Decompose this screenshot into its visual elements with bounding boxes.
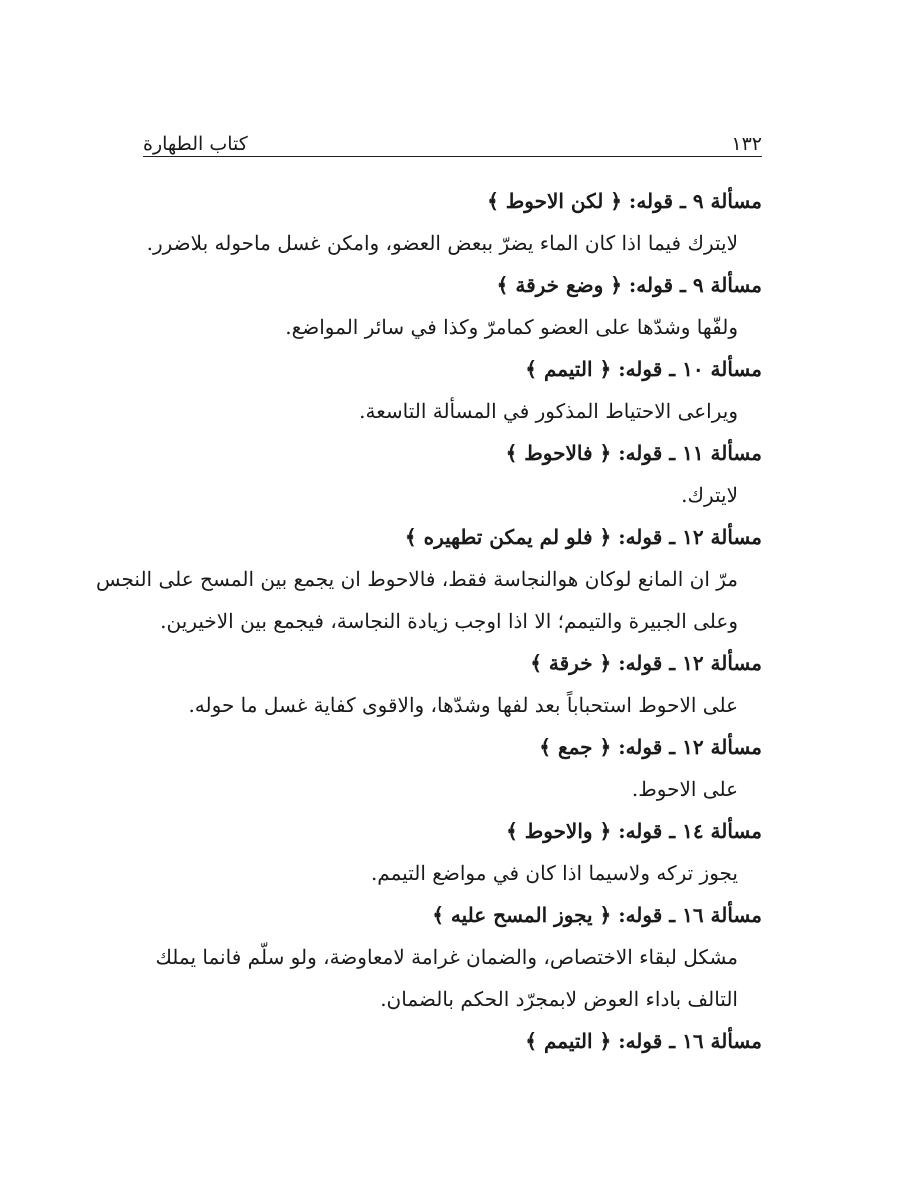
issue-heading: مسألة ١٤ ـ قوله: ﴿ والاحوط ﴾ bbox=[506, 819, 762, 843]
commentary-line: مرّ ان المانع لوكان هوالنجاسة فقط، فالاحوط ان يجمع بين المسح على النجس bbox=[96, 567, 738, 591]
commentary-line: لايترك. bbox=[681, 483, 738, 507]
running-header bbox=[143, 118, 762, 154]
header-rule bbox=[143, 156, 762, 157]
issue-heading: مسألة ٩ ـ قوله: ﴿ وضع خرقة ﴾ bbox=[496, 273, 762, 297]
commentary-line: وعلى الجبيرة والتيمم؛ الا اذا اوجب زيادة النجاسة، فيجمع بين الاخيرين. bbox=[160, 609, 738, 633]
commentary-line: يجوز تركه ولاسيما اذا كان في مواضع التيمم. bbox=[370, 861, 738, 885]
commentary-line: ولفّها وشدّها على العضو كمامرّ وكذا في سائر المواضع. bbox=[285, 315, 738, 339]
commentary-line: على الاحوط. bbox=[631, 777, 738, 801]
page-body bbox=[96, 180, 762, 1062]
issue-heading: مسألة ١٢ ـ قوله: ﴿ جمع ﴾ bbox=[539, 735, 762, 759]
issue-heading: مسألة ١٢ ـ قوله: ﴿ فلو لم يمكن تطهيره ﴾ bbox=[404, 525, 762, 549]
book-title: كتاب الطهارة bbox=[143, 133, 248, 155]
issue-heading: مسألة ١٦ ـ قوله: ﴿ يجوز المسح عليه ﴾ bbox=[432, 903, 762, 927]
commentary-line: لايترك فيما اذا كان الماء يضرّ ببعض العضو، وامكن غسل ماحوله بلاضرر. bbox=[146, 231, 738, 255]
commentary-line: التالف باداء العوض لابمجرّد الحكم بالضمان. bbox=[380, 987, 738, 1011]
commentary-line: مشكل لبقاء الاختصاص، والضمان غرامة لامعاوضة، ولو سلّم فانما يملك bbox=[155, 945, 738, 969]
commentary-line: ويراعى الاحتياط المذكور في المسألة التاسعة. bbox=[359, 399, 738, 423]
commentary-line: على الاحوط استحباباً بعد لفها وشدّها، والاقوى كفاية غسل ما حوله. bbox=[188, 693, 738, 717]
issue-heading: مسألة ١١ ـ قوله: ﴿ فالاحوط ﴾ bbox=[505, 441, 762, 465]
issue-heading: مسألة ١٠ ـ قوله: ﴿ التيمم ﴾ bbox=[525, 357, 762, 381]
page-number: ١٣٢ bbox=[731, 133, 762, 155]
issue-heading: مسألة ١٢ ـ قوله: ﴿ خرقة ﴾ bbox=[530, 651, 762, 675]
issue-heading: مسألة ٩ ـ قوله: ﴿ لكن الاحوط ﴾ bbox=[487, 189, 762, 213]
issue-heading: مسألة ١٦ ـ قوله: ﴿ التيمم ﴾ bbox=[525, 1029, 762, 1053]
